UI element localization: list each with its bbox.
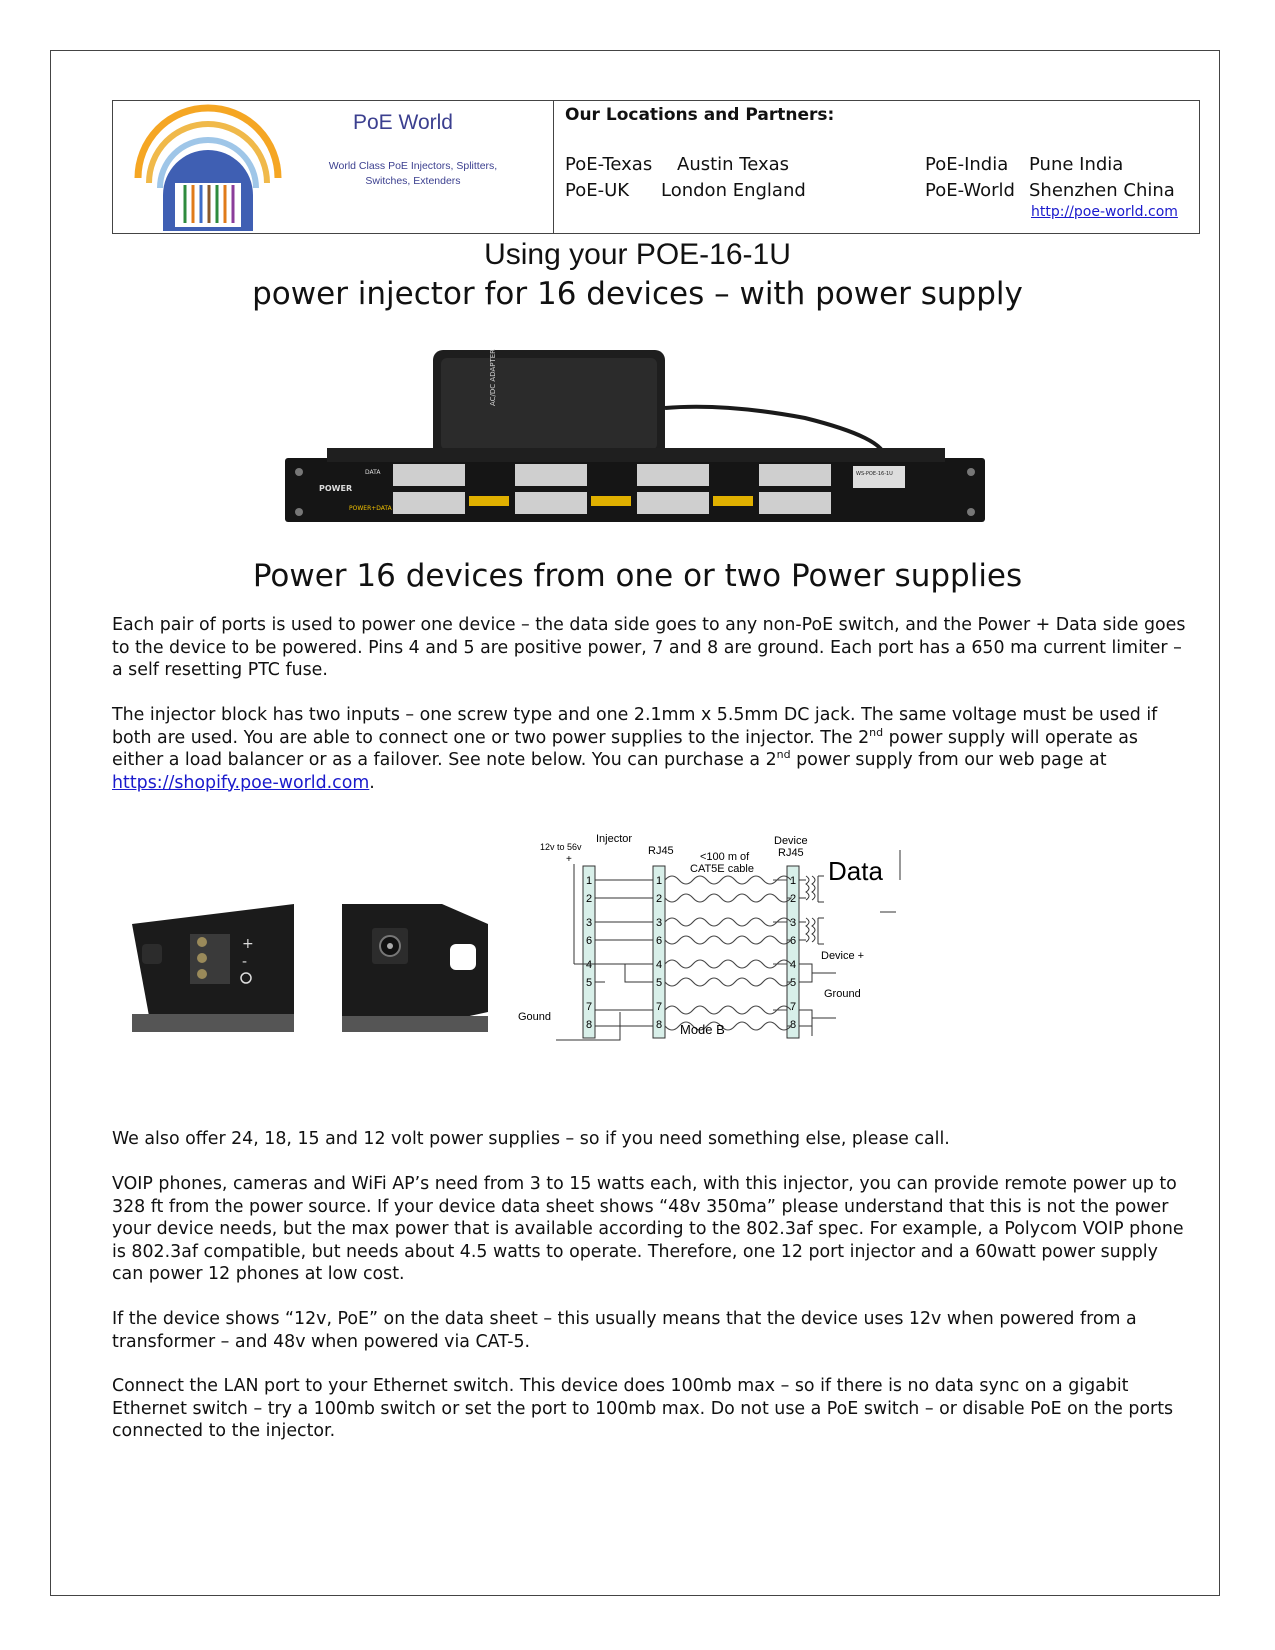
positive-label: + [566, 854, 572, 865]
page-title-line2: power injector for 16 devices – with power supply [252, 276, 1023, 312]
location-world-city: Shenzhen China [1029, 180, 1175, 201]
mode-b-label: Mode B [680, 1022, 725, 1037]
letterhead [112, 100, 1200, 234]
pin-7-left: 7 [585, 1001, 593, 1013]
rj45-right-label: RJ45 [778, 847, 804, 859]
section-heading: Power 16 devices from one or two Power supplies [252, 558, 1023, 594]
para2-sup1: nd [869, 725, 884, 739]
locations-title: Our Locations and Partners: [565, 105, 835, 125]
pin-1-right: 1 [789, 875, 797, 887]
para2-text-a: The injector block has two inputs – one screw type and one 2.1mm x 5.5mm DC jack. The same voltage must be used if both are used. You are able to connect one or two power supplies to the injector. The 2 [112, 705, 1158, 748]
brand-name: PoE World [353, 111, 453, 134]
pin-2-mid: 2 [655, 893, 663, 905]
location-texas-city: Austin Texas [677, 154, 790, 175]
paragraph-voip: VOIP phones, cameras and WiFi AP’s need from 3 to 15 watts each, with this injector, you can provide remote power up to 328 ft from the power source. If your device data sheet shows “48v 350ma” please understand that this is not the power your device needs, but the max power that is available according to the 802.3af spec. For example, a Polycom VOIP phone is 802.3af compatible, but needs about 4.5 watts to operate. Therefore, one 12 port injector and a 60watt power supply can power 12 phones at low cost. [112, 1174, 1184, 1284]
pin-5-mid: 5 [655, 977, 663, 989]
cable-label: <100 m of [700, 851, 750, 863]
location-india-name: PoE-India [925, 154, 1009, 175]
adapter-label: AC/DC ADAPTER [489, 348, 497, 406]
shopify-link[interactable]: https://shopify.poe-world.com [112, 772, 370, 793]
paragraph-lan: Connect the LAN port to your Ethernet switch. This device does 100mb max – so if there is no data sync on a gigabit Ethernet switch – try a 100mb switch or set the port to 100mb max. Do not use a PoE switch – or disable PoE on the ports connected to the injector. [112, 1376, 1174, 1441]
panel-power-label: POWER [319, 484, 353, 493]
pin-6-left: 6 [585, 935, 593, 947]
screw-terminal-photo [132, 904, 294, 1032]
brand-panel [113, 101, 554, 233]
pin-4-mid: 4 [655, 959, 663, 971]
svg-text:-: - [242, 954, 248, 970]
pin-3-mid: 3 [655, 917, 663, 929]
para2-sup2: nd [776, 748, 791, 762]
pin-4-left: 4 [585, 959, 593, 971]
para2-text-d: . [369, 772, 375, 793]
para2-text-b: power supply will operate as either a load balancer or as a failover. See note below. You can purchase a 2 [112, 727, 1138, 770]
pin-4-right: 4 [789, 959, 797, 971]
rj45-left-label: RJ45 [648, 845, 674, 857]
pin-6-right: 6 [789, 935, 797, 947]
pin-2-right: 2 [789, 893, 797, 905]
website-link[interactable]: http://poe-world.com [1031, 204, 1178, 220]
location-uk-city: London England [661, 180, 806, 201]
paragraph-power-supplies: We also offer 24, 18, 15 and 12 volt power supplies – so if you need something else, please call. [112, 1129, 950, 1149]
pin-3-left: 3 [585, 917, 593, 929]
product-photo [285, 348, 985, 538]
pin-8-mid: 8 [655, 1019, 663, 1031]
location-india-city: Pune India [1029, 154, 1124, 175]
gound-label: Gound [518, 1011, 552, 1023]
device-label: Device [774, 835, 808, 847]
mode-b-wiring-diagram [518, 830, 940, 1080]
cable-label-2: CAT5E cable [690, 863, 754, 875]
paragraph-12v: If the device shows “12v, PoE” on the data sheet – this usually means that the device uses 12v when powered from a transformer – and 48v when powered via CAT-5. [112, 1309, 1137, 1352]
pin-6-mid: 6 [655, 935, 663, 947]
pin-5-left: 5 [585, 977, 593, 989]
location-uk-name: PoE-UK [565, 180, 630, 201]
svg-text:+: + [242, 936, 254, 952]
location-texas-name: PoE-Texas [565, 154, 653, 175]
voltage-label: 12v to 56v [540, 842, 582, 852]
twisted-pairs [665, 876, 791, 1030]
model-label: WS-POE-16-1U [856, 471, 893, 477]
pin-8-left: 8 [585, 1019, 593, 1031]
paragraph-inputs [112, 704, 1192, 794]
panel-data-label: DATA [365, 469, 381, 476]
ground-label: Ground [824, 988, 861, 1000]
brand-tagline: World Class PoE Injectors, Splitters, Switches, Extenders [328, 160, 498, 187]
page-title: Using your POE-16-1U [484, 238, 791, 271]
pin-7-right: 7 [789, 1001, 797, 1013]
poe-world-logo [133, 103, 283, 231]
injector-label: Injector [596, 833, 633, 845]
pin-1-mid: 1 [655, 875, 663, 887]
pin-7-mid: 7 [655, 1001, 663, 1013]
pin-3-right: 3 [789, 917, 797, 929]
para2-text-c: power supply from our web page at [790, 750, 1107, 770]
location-world-name: PoE-World [925, 180, 1015, 201]
pin-2-left: 2 [585, 893, 593, 905]
pin-1-left: 1 [585, 875, 593, 887]
panel-power-data-label: POWER+DATA [349, 505, 392, 512]
device-plus-label: Device + [821, 950, 865, 962]
pin-8-right: 8 [789, 1019, 797, 1031]
dc-jack-photo [342, 904, 488, 1032]
paragraph-ports: Each pair of ports is used to power one device – the data side goes to any non-PoE switch, and the Power + Data side goes to the device to be powered. Pins 4 and 5 are positive power, 7 and 8 are ground. Each port has a 650 ma current limiter – a self resetting PTC fuse. [112, 615, 1186, 680]
pin-5-right: 5 [789, 977, 797, 989]
data-label: Data [828, 856, 883, 886]
